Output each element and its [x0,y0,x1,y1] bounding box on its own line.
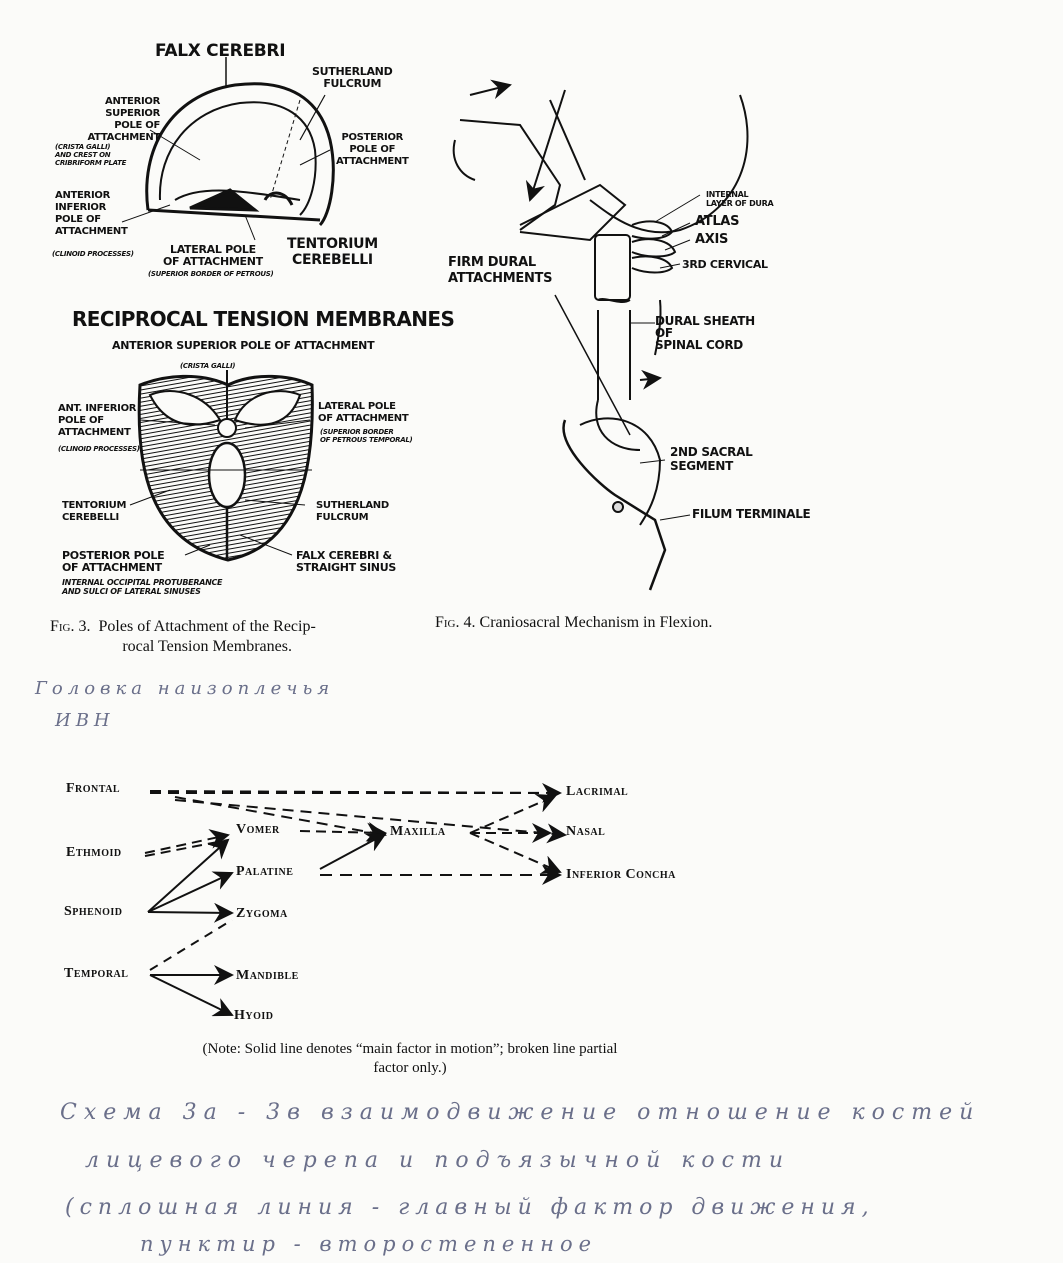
falx-cerebri-title: FALX CEREBRI [155,41,286,61]
fig4-caption [435,613,712,633]
sacral-segment-label: 2ND SACRAL SEGMENT [670,445,753,473]
bone-ethmoid: Ethmoid [66,845,122,860]
bone-zygoma: Zygoma [236,906,288,921]
fig3-caption-text: Poles of Attachment of the Recip- rocal Tension Membranes. [98,618,316,655]
anterior-inferior-pole-note: (CLINOID PROCESSES) [52,250,134,258]
dural-sheath-label: DURAL SHEATH OF SPINAL CORD [655,314,755,352]
handwriting-bottom-line-3: (сплошная линия - главный фактор движения, [65,1195,875,1220]
bone-inferior-concha: Inferior Concha [566,867,676,882]
bone-sphenoid: Sphenoid [64,904,123,919]
third-cervical-label: 3RD CERVICAL [682,258,768,271]
lower-lateral-pole-label: LATERAL POLE OF ATTACHMENT [318,401,409,424]
reciprocal-tension-heading: RECIPROCAL TENSION MEMBRANES [72,307,455,331]
internal-layer-label: INTERNAL LAYER OF DURA [706,190,774,208]
bone-frontal: Frontal [66,781,121,796]
sutherland-fulcrum-label: SUTHERLAND FULCRUM [312,65,393,90]
crista-galli-note: (CRISTA GALLI) [180,362,236,370]
skull-lateral-drawing [147,57,334,225]
bone-mandible: Mandible [236,968,299,983]
lower-sutherland-label: SUTHERLAND FULCRUM [316,500,389,523]
handwriting-top-line-2: ИВН [55,710,115,731]
firm-dural-label: FIRM DURAL ATTACHMENTS [448,255,553,286]
posterior-pole-label: POSTERIOR POLE OF ATTACHMENT [336,132,409,167]
bone-hyoid: Hyoid [234,1008,274,1023]
bone-temporal: Temporal [64,966,129,981]
axis-label: AXIS [695,232,729,247]
bone-lacrimal: Lacrimal [566,784,629,799]
bone-palatine: Palatine [236,864,294,879]
lower-posterior-pole-label: POSTERIOR POLE OF ATTACHMENT [62,549,165,574]
fig4-caption-number: Fig. 4. [435,614,476,631]
bone-relationship-lines [145,791,565,1015]
lower-falx-sinus-label: FALX CEREBRI & STRAIGHT SINUS [296,549,396,574]
tentorium-cerebelli-label: TENTORIUM CEREBELLI [287,236,378,268]
lower-posterior-pole-note: INTERNAL OCCIPITAL PROTUBERANCE AND SULCI OF LATERAL SINUSES [62,578,223,596]
handwriting-bottom-line-2: лицевого черепа и подъязычной кости [85,1148,791,1173]
bone-diagram-note: (Note: Solid line denotes “main factor in motion”; broken line partial factor only.) [202,1041,618,1076]
lower-anterior-inferior-pole-label: ANT. INFERIOR POLE OF ATTACHMENT [58,403,137,438]
lower-anterior-superior-pole-label: ANTERIOR SUPERIOR POLE OF ATTACHMENT [112,339,375,352]
anterior-inferior-pole-label: ANTERIOR INFERIOR POLE OF ATTACHMENT [55,190,128,237]
lower-tentorium-label: TENTORIUM CEREBELLI [62,500,127,523]
fig3-caption [50,617,316,657]
handwriting-bottom-line-4: пунктир - второстепенное [140,1232,598,1256]
bone-nasal: Nasal [566,824,606,839]
handwriting-bottom-line-1: Схема 3а - 3в взаимодвижение отношение костей [60,1100,981,1125]
anterior-superior-pole-note: (CRISTA GALLI) AND CREST ON CRIBRIFORM PLATE [55,143,127,167]
lower-lateral-pole-note: (SUPERIOR BORDER OF PETROUS TEMPORAL) [320,428,413,444]
handwriting-top-line-1: Головка наизоплечья [35,678,335,699]
atlas-label: ATLAS [695,214,740,229]
bone-maxilla: Maxilla [390,824,446,839]
lower-anterior-inferior-note: (CLINOID PROCESSES) [58,445,140,453]
fig3-caption-number: Fig. 3. [50,618,91,635]
tentorium-view-drawing [139,370,312,560]
lateral-pole-label: LATERAL POLE OF ATTACHMENT [163,243,263,268]
lateral-pole-note: (SUPERIOR BORDER OF PETROUS) [148,270,274,278]
filum-terminale-label: FILUM TERMINALE [692,507,811,521]
anterior-superior-pole-label: ANTERIOR SUPERIOR POLE OF ATTACHMENT [87,96,160,143]
bone-vomer: Vomer [236,822,280,837]
fig4-caption-text: Craniosacral Mechanism in Flexion. [479,614,713,631]
